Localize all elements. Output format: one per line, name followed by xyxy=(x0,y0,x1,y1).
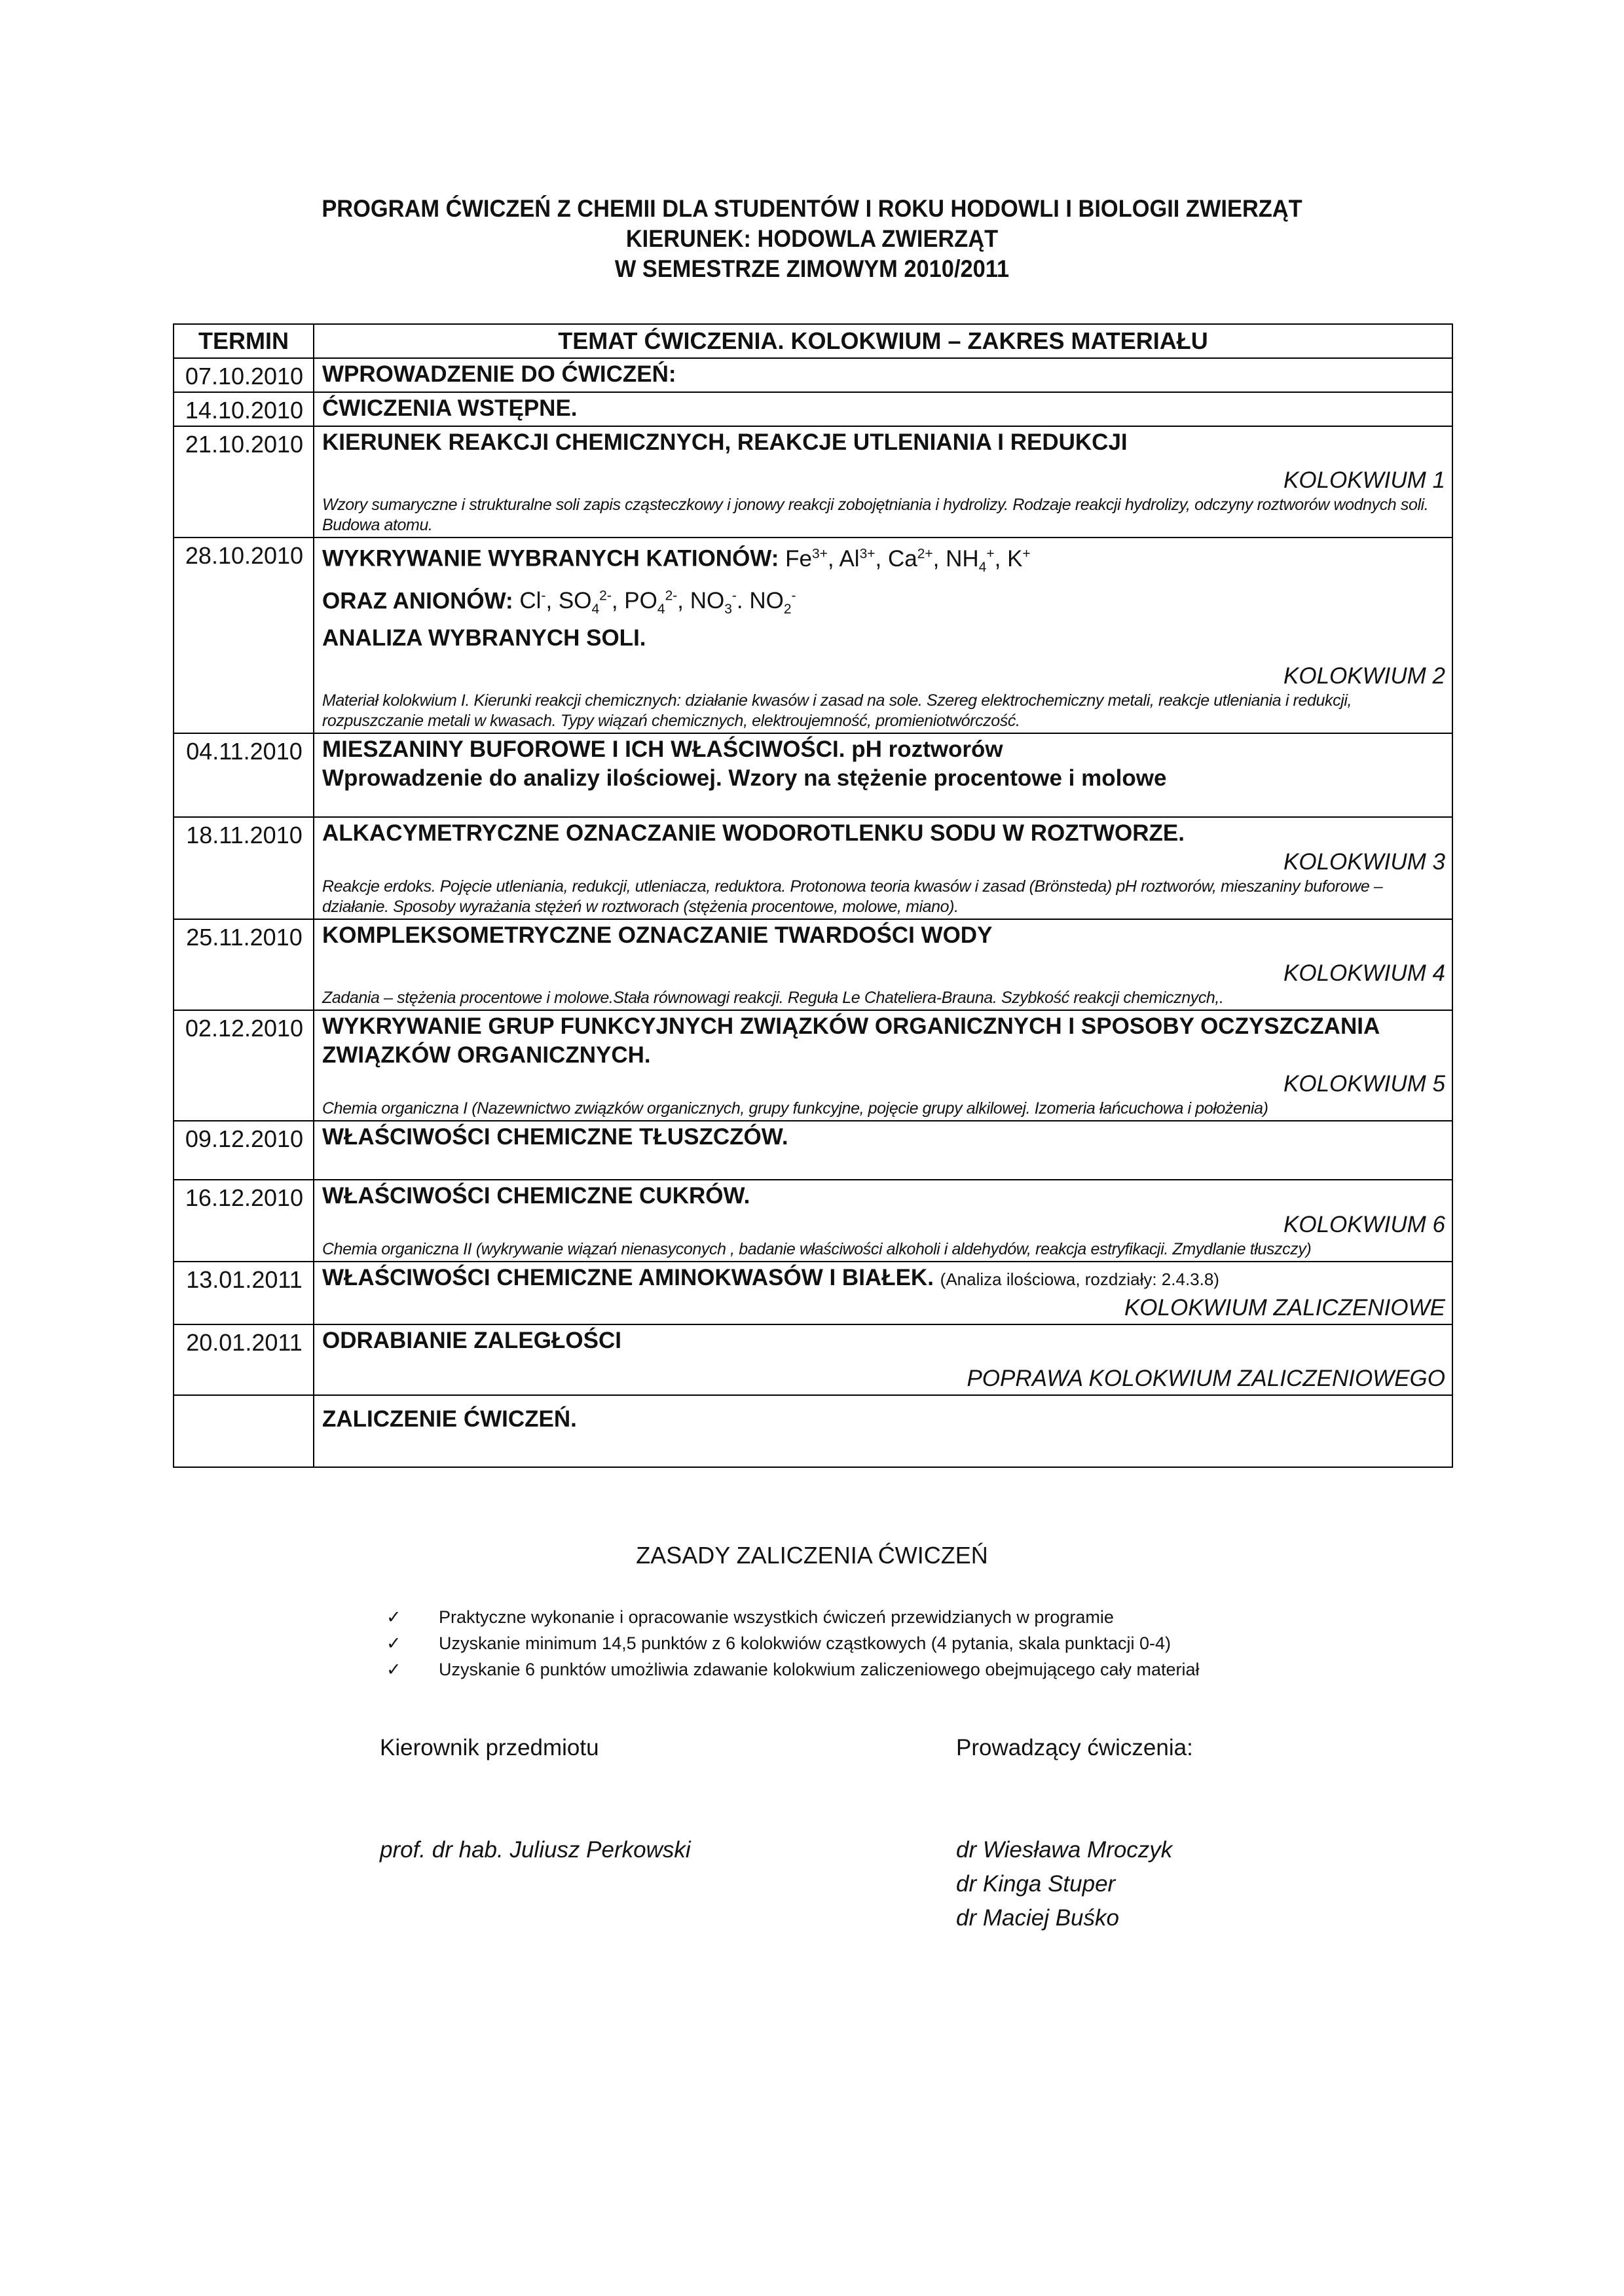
table-header-row xyxy=(174,324,1452,358)
row-kolokwium: KOLOKWIUM 6 xyxy=(1283,1212,1445,1238)
rules-list xyxy=(386,1604,1200,1683)
instructors-label: Prowadzący ćwiczenia: xyxy=(956,1735,1193,1760)
row-scope: Wzory sumaryczne i strukturalne soli zapis cząsteczkowy i jonowy reakcji zobojętniania i hydrolizy. Rodzaje reakcji hydrolizy, odczyny roztworów wodnych soli. Budowa atomu. xyxy=(322,496,1429,534)
row-scope: Zadania – stężenia procentowe i molowe.Stała równowagi reakcji. Reguła Le Chateliera-Brauna. Szybkość reakcji chemicznych,. xyxy=(322,989,1224,1008)
row-kolokwium: KOLOKWIUM 3 xyxy=(1283,849,1445,875)
table-row xyxy=(174,1010,1452,1121)
row-topic: WYKRYWANIE GRUP FUNKCYJNYCH ZWIĄZKÓW ORGANICZNYCH I SPOSOBY OCZYSZCZANIA ZWIĄZKÓW ORGANICZNYCH. xyxy=(322,1013,1379,1068)
anion-formulas: Cl-, $SO_4^{2-}$, $PO_4^{2-}$, $NO_3^-$. $NO_2^-$ xyxy=(519,588,796,617)
document-header xyxy=(57,194,1567,284)
course-head-label: Kierownik przedmiotu xyxy=(380,1735,599,1760)
row-topic: WPROWADZENIE DO ĆWICZEŃ: xyxy=(322,361,676,387)
instructors-names xyxy=(956,1833,1172,1935)
table-row xyxy=(174,1324,1452,1395)
row-scope: Chemia organiczna I (Nazewnictwo związków organicznych, grupy funkcyjne, pojęcie grupy alkilowej. Izomeria łańcuchowa i położenia) xyxy=(322,1099,1268,1118)
checkmark-icon: ✓ xyxy=(386,1633,401,1653)
row-topic: KIERUNEK REAKCJI CHEMICZNYCH, REAKCJE UTLENIANIA I REDUKCJI xyxy=(322,429,1128,455)
row-kolokwium: KOLOKWIUM 4 xyxy=(1283,960,1445,987)
row-topic: ZALICZENIE ĆWICZEŃ. xyxy=(322,1406,577,1432)
instructor-name: dr Maciej Buśko xyxy=(956,1905,1119,1931)
row-date: 09.12.2010 xyxy=(174,1121,314,1180)
cation-formulas: $Fe^{3+}$, $Al^{3+}$, $Ca^{2+}$, $NH_4^+$, K+ xyxy=(785,545,1031,575)
row-topic: ODRABIANIE ZALEGŁOŚCI xyxy=(322,1328,621,1354)
row-topic xyxy=(322,582,1445,625)
course-head-name: prof. dr hab. Juliusz Perkowski xyxy=(380,1837,691,1863)
row-date: 25.11.2010 xyxy=(174,919,314,1010)
row-topic: ALKACYMETRYCZNE OZNACZANIE WODOROTLENKU SODU W ROZTWORZE. xyxy=(322,820,1185,847)
header-semester: W SEMESTRZE ZIMOWYM 2010/2011 xyxy=(614,255,1010,282)
header-title: PROGRAM ĆWICZEŃ Z CHEMII DLA STUDENTÓW I ROKU HODOWLI I BIOLOGII ZWIERZĄT xyxy=(322,195,1302,222)
header-field: KIERUNEK: HODOWLA ZWIERZĄT xyxy=(625,225,999,252)
table-row xyxy=(174,733,1452,817)
row-date: 18.11.2010 xyxy=(174,817,314,919)
row-topic: KOMPLEKSOMETRYCZNE OZNACZANIE TWARDOŚCI WODY xyxy=(322,922,993,949)
row-date: 16.12.2010 xyxy=(174,1180,314,1262)
row-topic: MIESZANINY BUFOROWE I ICH WŁAŚCIWOŚCI. pH roztworów xyxy=(322,737,1003,763)
list-item xyxy=(386,1604,1200,1630)
row-date: 28.10.2010 xyxy=(174,538,314,733)
table-row xyxy=(174,538,1452,733)
row-kolokwium: KOLOKWIUM 5 xyxy=(1283,1071,1445,1097)
row-date: 02.12.2010 xyxy=(174,1010,314,1121)
row-topic: ĆWICZENIA WSTĘPNE. xyxy=(322,395,578,421)
table-row xyxy=(174,1395,1452,1467)
row-topic: WŁAŚCIWOŚCI CHEMICZNE CUKRÓW. xyxy=(322,1183,750,1209)
row-topic: WŁAŚCIWOŚCI CHEMICZNE TŁUSZCZÓW. xyxy=(322,1124,788,1150)
list-item xyxy=(386,1656,1200,1683)
row-topic-text: WŁAŚCIWOŚCI CHEMICZNE AMINOKWASÓW I BIAŁEK. xyxy=(322,1265,934,1291)
checkmark-icon: ✓ xyxy=(386,1660,401,1679)
table-row xyxy=(174,358,1452,392)
table-row xyxy=(174,919,1452,1010)
table-row xyxy=(174,1121,1452,1180)
row-date: 21.10.2010 xyxy=(174,426,314,538)
row-topic-cations: WYKRYWANIE WYBRANYCH KATIONÓW: xyxy=(322,545,779,572)
row-date: 20.01.2011 xyxy=(174,1324,314,1395)
instructor-name: dr Wiesława Mroczyk xyxy=(956,1837,1173,1863)
instructor-name: dr Kinga Stuper xyxy=(956,1871,1116,1897)
row-topic-secondary: Wprowadzenie do analizy ilościowej. Wzory na stężenie procentowe i molowe xyxy=(322,765,1167,792)
rule-text: Uzyskanie minimum 14,5 punktów z 6 kolokwiów cząstkowych (4 pytania, skala punktacji 0-4) xyxy=(439,1633,1171,1653)
checkmark-icon: ✓ xyxy=(386,1607,401,1627)
row-topic: ANALIZA WYBRANYCH SOLI. xyxy=(322,625,646,651)
row-topic-anions: ORAZ ANIONÓW: xyxy=(322,588,513,614)
row-date: 04.11.2010 xyxy=(174,733,314,817)
row-date: 13.01.2011 xyxy=(174,1262,314,1324)
row-topic xyxy=(322,539,1445,582)
row-kolokwium: KOLOKWIUM 2 xyxy=(1283,663,1445,689)
rule-text: Praktyczne wykonanie i opracowanie wszystkich ćwiczeń przewidzianych w programie xyxy=(439,1607,1114,1627)
table-row xyxy=(174,1180,1452,1262)
list-item xyxy=(386,1630,1200,1656)
row-topic xyxy=(322,1264,1445,1294)
rule-text: Uzyskanie 6 punktów umożliwia zdawanie kolokwium zaliczeniowego obejmującego cały materiał xyxy=(439,1660,1200,1679)
row-scope: Chemia organiczna II (wykrywanie wiązań nienasyconych , badanie właściwości alkoholi i aldehydów, reakcja estryfikacji. Zmydlanie tłuszczy) xyxy=(322,1240,1312,1259)
table-row xyxy=(174,392,1452,426)
rules-title: ZASADY ZALICZENIA ĆWICZEŃ xyxy=(636,1542,988,1569)
column-header-date: TERMIN xyxy=(174,324,314,358)
row-kolokwium: POPRAWA KOLOKWIUM ZALICZENIOWEGO xyxy=(967,1366,1445,1392)
row-scope: Materiał kolokwium I. Kierunki reakcji chemicznych: działanie kwasów i zasad na sole. Szereg elektrochemiczny metali, reakcje utleniania i redukcji, rozpuszczanie metali w kwasach. Typy wiązań chemicznych, elektroujemność, promieniotwórczość. xyxy=(322,691,1352,731)
column-header-topic: TEMAT ĆWICZENIA. KOLOKWIUM – ZAKRES MATERIAŁU xyxy=(314,324,1452,358)
row-date: 14.10.2010 xyxy=(174,392,314,426)
row-date: 07.10.2010 xyxy=(174,358,314,392)
row-note: (Analiza ilościowa, rozdziały: 2.4.3.8) xyxy=(940,1269,1219,1290)
schedule-table xyxy=(173,323,1453,1468)
table-row xyxy=(174,817,1452,919)
table-row xyxy=(174,1262,1452,1324)
row-kolokwium: KOLOKWIUM 1 xyxy=(1283,467,1445,493)
row-kolokwium: KOLOKWIUM ZALICZENIOWE xyxy=(1124,1295,1445,1321)
row-scope: Reakcje erdoks. Pojęcie utleniania, redukcji, utleniacza, reduktora. Protonowa teoria kwasów i zasad (Brönsteda) pH roztworów, mieszaniny buforowe – działanie. Sposoby wyrażania stężeń w roztworach (stężenia procentowe, molowe, miano). xyxy=(322,877,1383,917)
row-date xyxy=(174,1395,314,1467)
table-row xyxy=(174,426,1452,538)
